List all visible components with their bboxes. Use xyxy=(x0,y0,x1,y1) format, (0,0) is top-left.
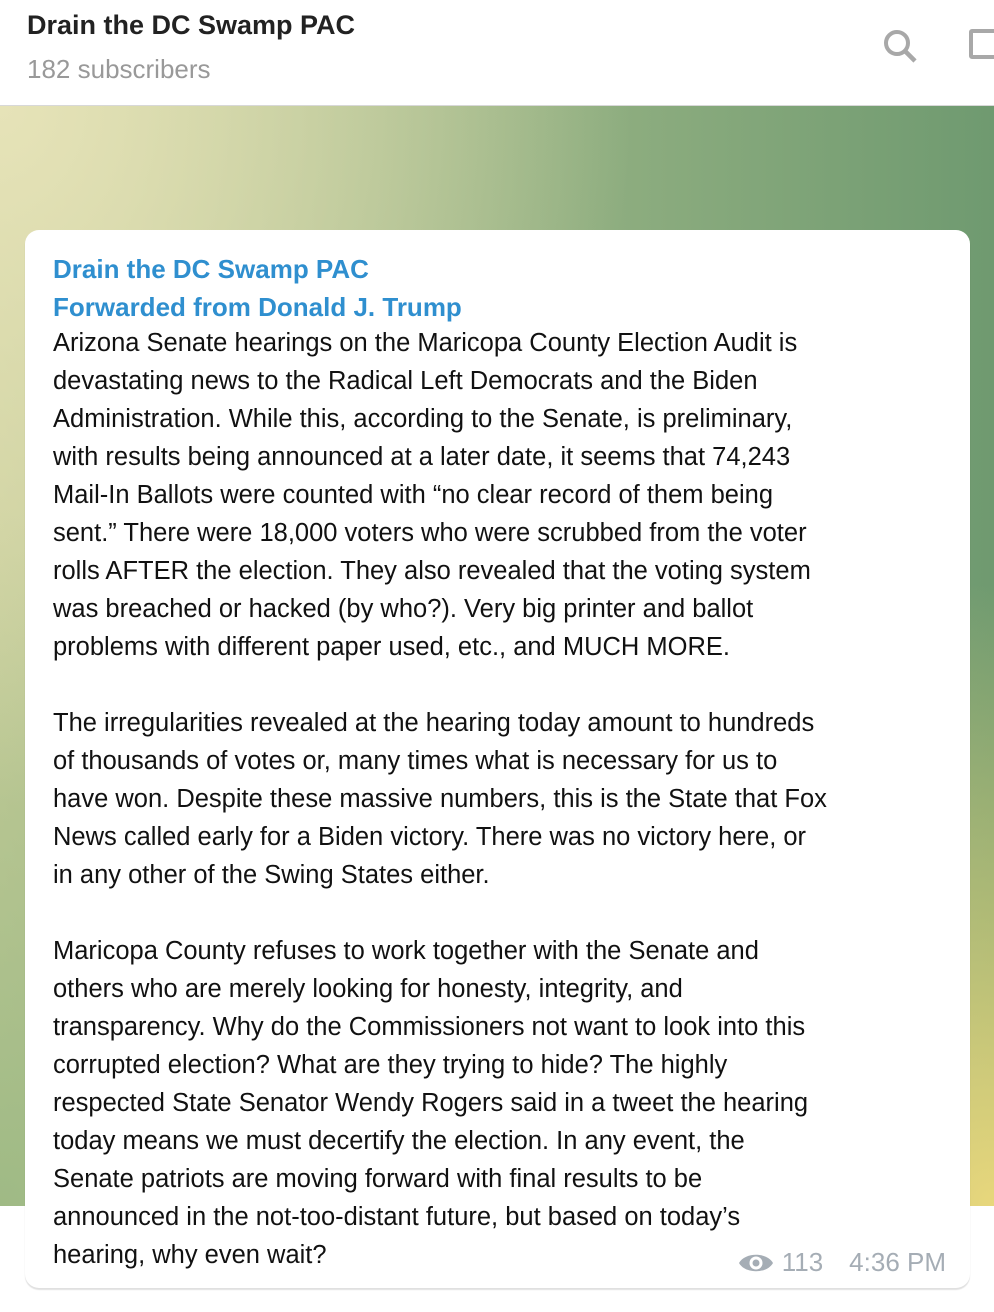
text-line: hearing, why even wait? xyxy=(53,1241,327,1269)
text-line: was breached or hacked (by who?). Very big printer and ballot xyxy=(53,595,754,623)
message-meta xyxy=(738,1247,946,1278)
text-line: corrupted election? What are they trying to hide? The highly xyxy=(53,1051,728,1079)
eye-icon xyxy=(738,1251,774,1275)
forwarded-from[interactable]: Forwarded from Donald J. Trump xyxy=(53,292,462,322)
text-line: Senate patriots are moving forward with final results to be xyxy=(53,1165,703,1193)
message-paragraph xyxy=(53,932,827,1274)
text-line: today means we must decertify the election. In any event, the xyxy=(53,1127,745,1155)
text-line: devastating news to the Radical Left Democrats and the Biden xyxy=(53,367,758,395)
text-line: Administration. While this, according to the Senate, is preliminary, xyxy=(53,405,793,433)
message-time: 4:36 PM xyxy=(849,1247,946,1277)
chat-background xyxy=(0,106,994,1277)
text-line: announced in the not-too-distant future, but based on today’s xyxy=(53,1203,741,1231)
text-line: rolls AFTER the election. They also revealed that the voting system xyxy=(53,557,811,585)
subscriber-count: 182 subscribers xyxy=(27,54,211,84)
text-line: problems with different paper used, etc., and MUCH MORE. xyxy=(53,633,730,661)
text-line: Arizona Senate hearings on the Maricopa County Election Audit is xyxy=(53,329,798,357)
text-line: in any other of the Swing States either. xyxy=(53,861,490,889)
text-line: transparency. Why do the Commissioners not want to look into this xyxy=(53,1013,806,1041)
channel-name[interactable]: Drain the DC Swamp PAC xyxy=(53,254,369,284)
text-line: Mail-In Ballots were counted with “no clear record of them being xyxy=(53,481,774,509)
text-line: with results being announced at a later date, it seems that 74,243 xyxy=(53,443,791,471)
text-line: Maricopa County refuses to work together with the Senate and xyxy=(53,937,759,965)
text-line: have won. Despite these massive numbers, this is the State that Fox xyxy=(53,785,827,813)
message-paragraph xyxy=(53,324,827,666)
channel-header xyxy=(0,0,994,106)
text-line: of thousands of votes or, many times what is necessary for us to xyxy=(53,747,778,775)
search-icon[interactable] xyxy=(882,28,920,71)
text-line: sent.” There were 18,000 voters who were scrubbed from the voter xyxy=(53,519,807,547)
message-text xyxy=(53,324,827,1312)
sidebar-toggle-icon[interactable] xyxy=(969,29,994,59)
channel-title[interactable]: Drain the DC Swamp PAC xyxy=(27,10,356,40)
text-line: The irregularities revealed at the hearing today amount to hundreds xyxy=(53,709,815,737)
text-line: respected State Senator Wendy Rogers said in a tweet the hearing xyxy=(53,1089,809,1117)
message-paragraph xyxy=(53,704,827,894)
message-header xyxy=(53,250,462,326)
text-line: News called early for a Biden victory. There was no victory here, or xyxy=(53,823,807,851)
message-bubble xyxy=(25,230,970,1288)
text-line: others who are merely looking for honesty, integrity, and xyxy=(53,975,683,1003)
view-count: 113 xyxy=(781,1247,824,1277)
